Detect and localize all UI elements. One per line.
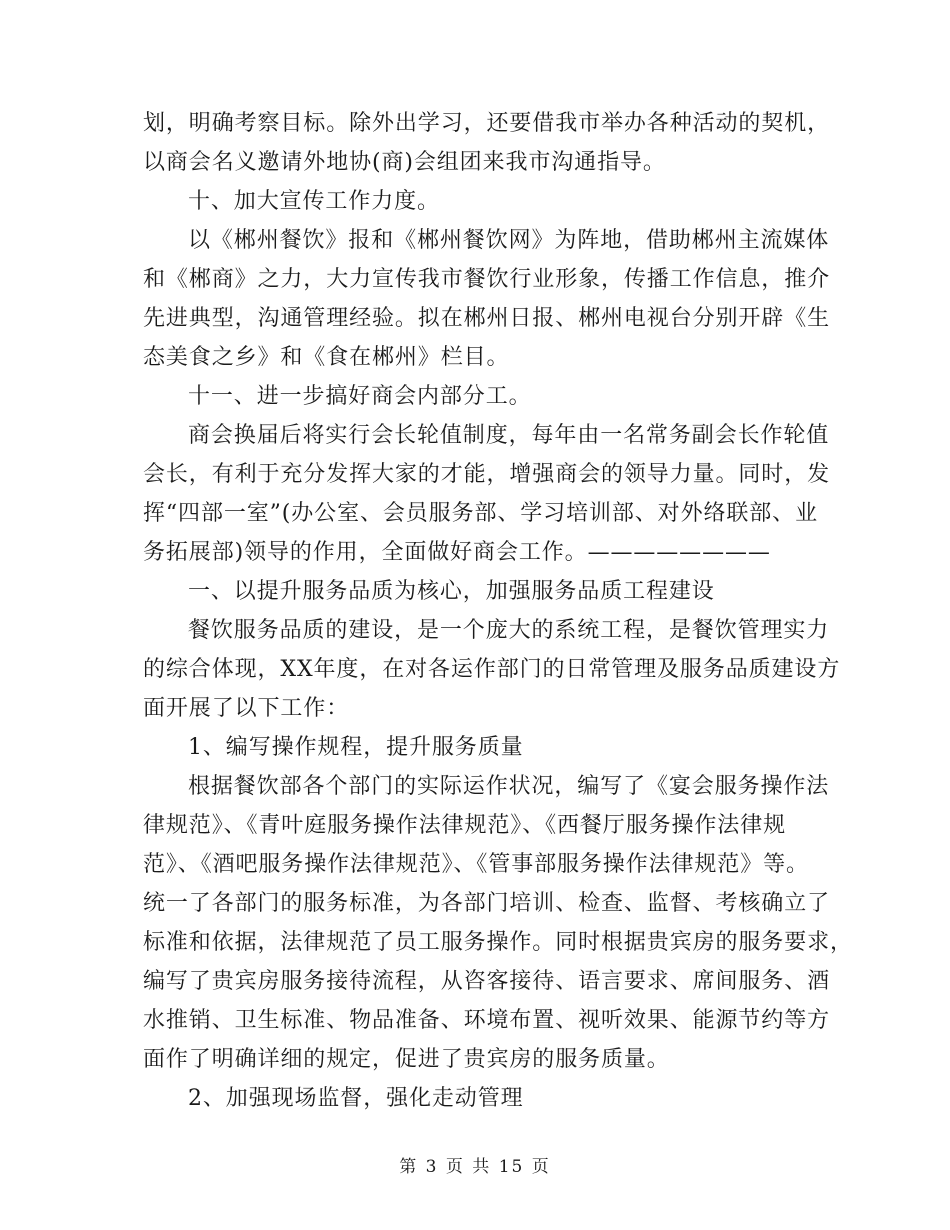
document-body <box>143 104 853 1118</box>
text-line: 划，明确考察目标。除外出学习，还要借我市举办各种活动的契机， <box>143 111 831 136</box>
text-line: 水推销、卫生标准、物品准备、环境布置、视听效果、能源节约等方 <box>143 1008 831 1033</box>
text-line: 标准和依据，法律规范了员工服务操作。同时根据贵宾房的服务要求， <box>143 930 853 955</box>
text-line: 商会换届后将实行会长轮值制度，每年由一名常务副会长作轮值 <box>188 423 830 448</box>
text-line: 挥“四部一室”(办公室、会员服务部、学习培训部、对外络联部、业 <box>143 501 818 526</box>
text-line: 统一了各部门的服务标准，为各部门培训、检查、监督、考核确立了 <box>143 891 831 916</box>
text-line: 以商会名义邀请外地协(商)会组团来我市沟通指导。 <box>143 150 666 175</box>
text-line: 十一、进一步搞好商会内部分工。 <box>188 384 532 409</box>
text-line: 一、以提升服务品质为核心，加强服务品质工程建设 <box>188 579 715 604</box>
text-line: 面开展了以下工作： <box>143 696 350 721</box>
text-line: 十、加大宣传工作力度。 <box>188 189 440 214</box>
text-line: 态美食之乡》和《食在郴州》栏目。 <box>143 345 510 370</box>
text-line: 会长，有利于充分发挥大家的才能，增强商会的领导力量。同时，发 <box>143 462 831 487</box>
text-line: 1、编写操作规程，提升服务质量 <box>188 735 524 760</box>
text-line: 先进典型，沟通管理经验。拟在郴州日报、郴州电视台分别开辟《生 <box>143 306 831 331</box>
text-line: 律规范》、《青叶庭服务操作法律规范》、《西餐厅服务操作法律规 <box>143 813 787 838</box>
text-line: 务拓展部)领导的作用，全面做好商会工作。———————— <box>143 540 771 565</box>
text-line: 和《郴商》之力，大力宣传我市餐饮行业形象，传播工作信息，推介 <box>143 267 831 292</box>
page-footer: 第 3 页 共 15 页 <box>399 1157 551 1177</box>
text-line: 2、加强现场监督，强化走动管理 <box>188 1086 524 1111</box>
text-line: 范》、《酒吧服务操作法律规范》、《管事部服务操作法律规范》等。 <box>143 852 809 877</box>
text-line: 面作了明确详细的规定，促进了贵宾房的服务质量。 <box>143 1047 670 1072</box>
text-line: 餐饮服务品质的建设，是一个庞大的系统工程，是餐饮管理实力 <box>188 618 830 643</box>
text-line: 编写了贵宾房服务接待流程，从咨客接待、语言要求、席间服务、酒 <box>143 969 831 994</box>
text-line: 以《郴州餐饮》报和《郴州餐饮网》为阵地，借助郴州主流媒体 <box>188 228 830 253</box>
text-line: 的综合体现，XX年度，在对各运作部门的日常管理及服务品质建设方 <box>143 657 841 682</box>
text-line: 根据餐饮部各个部门的实际运作状况，编写了《宴会服务操作法 <box>188 774 830 799</box>
